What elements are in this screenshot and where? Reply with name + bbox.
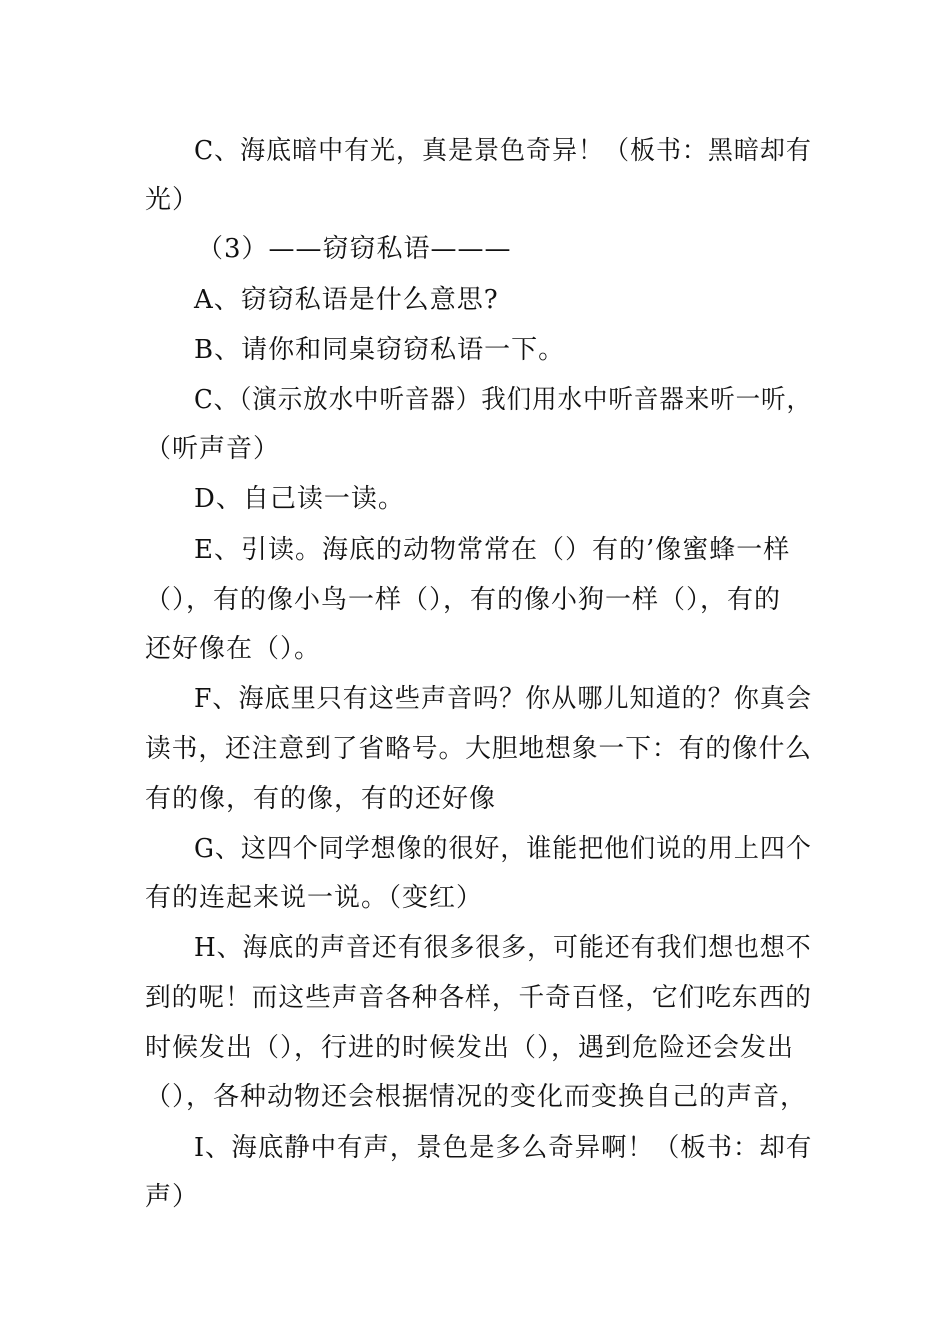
paragraph-c2-line-2: （听声音） xyxy=(145,434,281,464)
paragraph-c-line-1: C、海底暗中有光，真是景色奇异！（板书：黑暗却有 xyxy=(194,136,812,166)
paragraph-h-line-3: 时候发出（），行进的时候发出（），遇到危险还会发出 xyxy=(145,1033,795,1063)
paragraph-f-line-3: 有的像，有的像，有的还好像 xyxy=(145,784,497,814)
paragraph-h-line-2: 到的呢！而这些声音各种各样，千奇百怪，它们吃东西的 xyxy=(145,983,812,1013)
paragraph-c-line-2: 光） xyxy=(145,185,200,215)
paragraph-f-line-1: F、海底里只有这些声音吗？你从哪儿知道的？你真会 xyxy=(194,684,813,714)
paragraph-b: B、请你和同桌窃窃私语一下。 xyxy=(194,335,566,365)
section-heading-3: （3）——窃窃私语——— xyxy=(197,234,512,264)
paragraph-e-line-3: 还好像在（）。 xyxy=(145,634,322,664)
paragraph-c2-line-1: C、（演示放水中听音器）我们用水中听音器来听一听， xyxy=(194,385,812,415)
paragraph-f-line-2: 读书，还注意到了省略号。大胆地想象一下：有的像什么 xyxy=(145,734,812,764)
paragraph-i-line-2: 声） xyxy=(145,1182,200,1212)
paragraph-e-line-1: E、引读。海底的动物常常在（）有的’像蜜蜂一样 xyxy=(194,535,791,565)
paragraph-d: D、自己读一读。 xyxy=(194,484,405,514)
paragraph-e-line-2: （），有的像小鸟一样（），有的像小狗一样（），有的 xyxy=(145,585,782,615)
paragraph-g-line-2: 有的连起来说一说。（变红） xyxy=(145,883,484,913)
paragraph-g-line-1: G、这四个同学想像的很好，谁能把他们说的用上四个 xyxy=(194,834,812,864)
paragraph-a: A、窃窃私语是什么意思? xyxy=(194,285,499,315)
paragraph-h-line-1: H、海底的声音还有很多很多，可能还有我们想也想不 xyxy=(194,933,812,963)
paragraph-h-line-4: （），各种动物还会根据情况的变化而变换自己的声音， xyxy=(145,1082,808,1112)
paragraph-i-line-1: I、海底静中有声，景色是多么奇异啊！（板书：却有 xyxy=(194,1133,813,1163)
